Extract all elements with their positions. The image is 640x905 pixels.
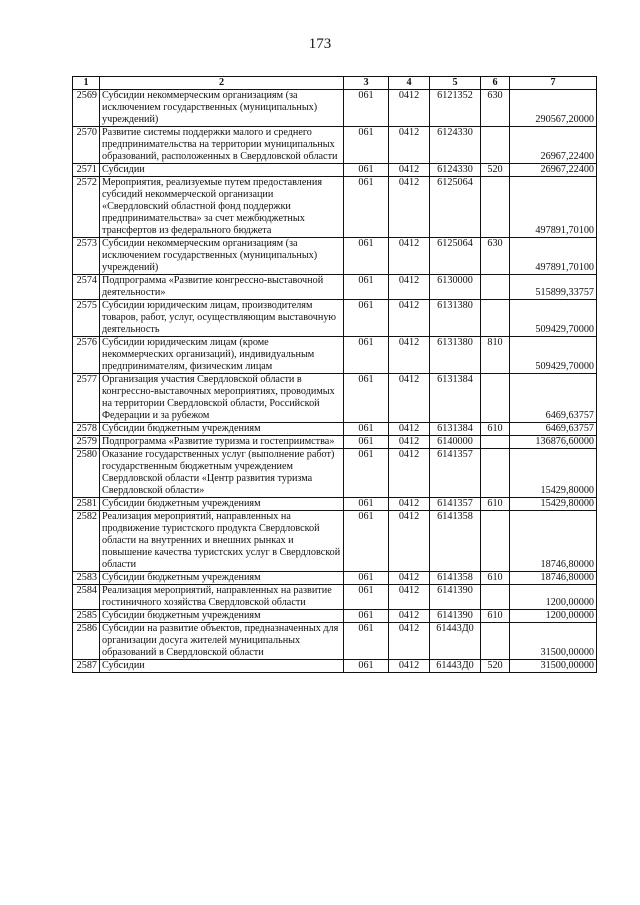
target-code-cell: 6130000 — [430, 275, 481, 300]
target-code-cell: 6141390 — [430, 585, 481, 610]
description-cell: Субсидии юридическим лицам (кроме некоммерческих организаций), индивидуальным предпринимателям, физическим лицам — [100, 337, 344, 374]
expense-type-cell: 630 — [481, 90, 510, 127]
target-code-cell: 6125064 — [430, 177, 481, 238]
expense-type-cell — [481, 300, 510, 337]
section-code-cell: 0412 — [389, 337, 430, 374]
description-cell: Реализация мероприятий, направленных на развитие гостиничного хозяйства Свердловской области — [100, 585, 344, 610]
expense-type-cell — [481, 511, 510, 572]
row-number-cell: 2582 — [73, 511, 100, 572]
table-row — [73, 238, 597, 275]
expense-type-cell: 610 — [481, 423, 510, 436]
header-col-7: 7 — [510, 77, 597, 90]
table-row — [73, 423, 597, 436]
ministry-code-cell: 061 — [344, 127, 389, 164]
table-row — [73, 127, 597, 164]
target-code-cell: 6124330 — [430, 164, 481, 177]
description-cell: Подпрограмма «Развитие конгрессно-выставочной деятельности» — [100, 275, 344, 300]
table-row — [73, 436, 597, 449]
target-code-cell: 6131384 — [430, 374, 481, 423]
amount-cell: 509429,70000 — [510, 337, 597, 374]
ministry-code-cell: 061 — [344, 275, 389, 300]
amount-cell: 6469,63757 — [510, 374, 597, 423]
section-code-cell: 0412 — [389, 585, 430, 610]
expense-type-cell — [481, 374, 510, 423]
row-number-cell: 2585 — [73, 610, 100, 623]
description-cell: Развитие системы поддержки малого и среднего предпринимательства на территории муниципальных образований, расположенных в Свердловской области — [100, 127, 344, 164]
amount-cell: 26967,22400 — [510, 164, 597, 177]
row-number-cell: 2578 — [73, 423, 100, 436]
description-cell: Подпрограмма «Развитие туризма и гостеприимства» — [100, 436, 344, 449]
section-code-cell: 0412 — [389, 164, 430, 177]
ministry-code-cell: 061 — [344, 610, 389, 623]
amount-cell: 497891,70100 — [510, 238, 597, 275]
amount-cell: 15429,80000 — [510, 498, 597, 511]
target-code-cell: 6131384 — [430, 423, 481, 436]
expense-type-cell — [481, 449, 510, 498]
ministry-code-cell: 061 — [344, 511, 389, 572]
target-code-cell: 6124330 — [430, 127, 481, 164]
ministry-code-cell: 061 — [344, 337, 389, 374]
table-header-row — [73, 77, 597, 90]
row-number-cell: 2574 — [73, 275, 100, 300]
row-number-cell: 2572 — [73, 177, 100, 238]
description-cell: Субсидии некоммерческим организациям (за исключением государственных (муниципальных) учреждений) — [100, 90, 344, 127]
expense-type-cell: 520 — [481, 164, 510, 177]
amount-cell: 18746,80000 — [510, 572, 597, 585]
target-code-cell: 61443Д0 — [430, 660, 481, 673]
section-code-cell: 0412 — [389, 610, 430, 623]
section-code-cell: 0412 — [389, 660, 430, 673]
description-cell: Субсидии на развитие объектов, предназначенных для организации досуга жителей муниципальных образований в Свердловской области — [100, 623, 344, 660]
description-cell: Субсидии некоммерческим организациям (за исключением государственных (муниципальных) учреждений) — [100, 238, 344, 275]
description-cell: Субсидии — [100, 164, 344, 177]
expense-type-cell: 610 — [481, 572, 510, 585]
header-col-6: 6 — [481, 77, 510, 90]
ministry-code-cell: 061 — [344, 238, 389, 275]
description-cell: Мероприятия, реализуемые путем предоставления субсидий некоммерческой организации «Свердловский областной фонд поддержки предпринимательства» за счет межбюджетных трансфертов из федерального бюджета — [100, 177, 344, 238]
description-cell: Реализация мероприятий, направленных на продвижение туристского продукта Свердловской области на внутренних и внешних рынках и повышение качества туристских услуг в Свердловской области — [100, 511, 344, 572]
ministry-code-cell: 061 — [344, 374, 389, 423]
amount-cell: 26967,22400 — [510, 127, 597, 164]
section-code-cell: 0412 — [389, 423, 430, 436]
page-number: 173 — [308, 36, 332, 52]
table-row — [73, 300, 597, 337]
expense-type-cell — [481, 436, 510, 449]
table-row — [73, 90, 597, 127]
row-number-cell: 2576 — [73, 337, 100, 374]
amount-cell: 509429,70000 — [510, 300, 597, 337]
ministry-code-cell: 061 — [344, 498, 389, 511]
row-number-cell: 2587 — [73, 660, 100, 673]
amount-cell: 136876,60000 — [510, 436, 597, 449]
table-row — [73, 164, 597, 177]
table-row — [73, 177, 597, 238]
row-number-cell: 2583 — [73, 572, 100, 585]
budget-table — [72, 76, 597, 673]
amount-cell: 497891,70100 — [510, 177, 597, 238]
table-row — [73, 449, 597, 498]
row-number-cell: 2569 — [73, 90, 100, 127]
amount-cell: 18746,80000 — [510, 511, 597, 572]
amount-cell: 31500,00000 — [510, 623, 597, 660]
section-code-cell: 0412 — [389, 374, 430, 423]
row-number-cell: 2579 — [73, 436, 100, 449]
expense-type-cell — [481, 127, 510, 164]
header-col-5: 5 — [430, 77, 481, 90]
table-row — [73, 572, 597, 585]
description-cell: Субсидии юридическим лицам, производителям товаров, работ, услуг, осуществляющим выставочную деятельность — [100, 300, 344, 337]
section-code-cell: 0412 — [389, 623, 430, 660]
table-row — [73, 498, 597, 511]
target-code-cell: 6131380 — [430, 300, 481, 337]
header-col-2: 2 — [100, 77, 344, 90]
row-number-cell: 2573 — [73, 238, 100, 275]
section-code-cell: 0412 — [389, 498, 430, 511]
expense-type-cell: 610 — [481, 610, 510, 623]
amount-cell: 515899,33757 — [510, 275, 597, 300]
table-row — [73, 585, 597, 610]
row-number-cell: 2586 — [73, 623, 100, 660]
expense-type-cell: 610 — [481, 498, 510, 511]
row-number-cell: 2577 — [73, 374, 100, 423]
expense-type-cell — [481, 623, 510, 660]
description-cell: Оказание государственных услуг (выполнение работ) государственным бюджетным учреждением Свердловской области «Центр развития туризма Свердловской области» — [100, 449, 344, 498]
target-code-cell: 61443Д0 — [430, 623, 481, 660]
expense-type-cell — [481, 275, 510, 300]
table-row — [73, 374, 597, 423]
section-code-cell: 0412 — [389, 127, 430, 164]
description-cell: Субсидии бюджетным учреждениям — [100, 423, 344, 436]
expense-type-cell: 630 — [481, 238, 510, 275]
description-cell: Субсидии бюджетным учреждениям — [100, 572, 344, 585]
section-code-cell: 0412 — [389, 90, 430, 127]
ministry-code-cell: 061 — [344, 660, 389, 673]
row-number-cell: 2571 — [73, 164, 100, 177]
target-code-cell: 6141358 — [430, 572, 481, 585]
table-row — [73, 275, 597, 300]
ministry-code-cell: 061 — [344, 572, 389, 585]
header-col-4: 4 — [389, 77, 430, 90]
description-cell: Организация участия Свердловской области в конгрессно-выставочных мероприятиях, проводимых на территории Свердловской области, Российской Федерации и за рубежом — [100, 374, 344, 423]
target-code-cell: 6140000 — [430, 436, 481, 449]
description-cell: Субсидии — [100, 660, 344, 673]
row-number-cell: 2581 — [73, 498, 100, 511]
row-number-cell: 2584 — [73, 585, 100, 610]
section-code-cell: 0412 — [389, 449, 430, 498]
section-code-cell: 0412 — [389, 511, 430, 572]
ministry-code-cell: 061 — [344, 423, 389, 436]
target-code-cell: 6141357 — [430, 498, 481, 511]
amount-cell: 1200,00000 — [510, 610, 597, 623]
section-code-cell: 0412 — [389, 177, 430, 238]
target-code-cell: 6121352 — [430, 90, 481, 127]
ministry-code-cell: 061 — [344, 300, 389, 337]
section-code-cell: 0412 — [389, 238, 430, 275]
target-code-cell: 6131380 — [430, 337, 481, 374]
expense-type-cell — [481, 177, 510, 238]
ministry-code-cell: 061 — [344, 449, 389, 498]
section-code-cell: 0412 — [389, 572, 430, 585]
table-row — [73, 511, 597, 572]
table-row — [73, 337, 597, 374]
amount-cell: 290567,20000 — [510, 90, 597, 127]
amount-cell: 6469,63757 — [510, 423, 597, 436]
target-code-cell: 6141358 — [430, 511, 481, 572]
section-code-cell: 0412 — [389, 275, 430, 300]
target-code-cell: 6141390 — [430, 610, 481, 623]
table-body — [73, 90, 597, 673]
description-cell: Субсидии бюджетным учреждениям — [100, 610, 344, 623]
target-code-cell: 6141357 — [430, 449, 481, 498]
table-row — [73, 660, 597, 673]
header-col-3: 3 — [344, 77, 389, 90]
ministry-code-cell: 061 — [344, 177, 389, 238]
row-number-cell: 2570 — [73, 127, 100, 164]
row-number-cell: 2580 — [73, 449, 100, 498]
ministry-code-cell: 061 — [344, 585, 389, 610]
row-number-cell: 2575 — [73, 300, 100, 337]
expense-type-cell: 810 — [481, 337, 510, 374]
ministry-code-cell: 061 — [344, 623, 389, 660]
amount-cell: 31500,00000 — [510, 660, 597, 673]
ministry-code-cell: 061 — [344, 436, 389, 449]
amount-cell: 1200,00000 — [510, 585, 597, 610]
amount-cell: 15429,80000 — [510, 449, 597, 498]
ministry-code-cell: 061 — [344, 164, 389, 177]
expense-type-cell: 520 — [481, 660, 510, 673]
table-row — [73, 623, 597, 660]
target-code-cell: 6125064 — [430, 238, 481, 275]
header-col-1: 1 — [73, 77, 100, 90]
section-code-cell: 0412 — [389, 436, 430, 449]
expense-type-cell — [481, 585, 510, 610]
section-code-cell: 0412 — [389, 300, 430, 337]
table-row — [73, 610, 597, 623]
ministry-code-cell: 061 — [344, 90, 389, 127]
description-cell: Субсидии бюджетным учреждениям — [100, 498, 344, 511]
